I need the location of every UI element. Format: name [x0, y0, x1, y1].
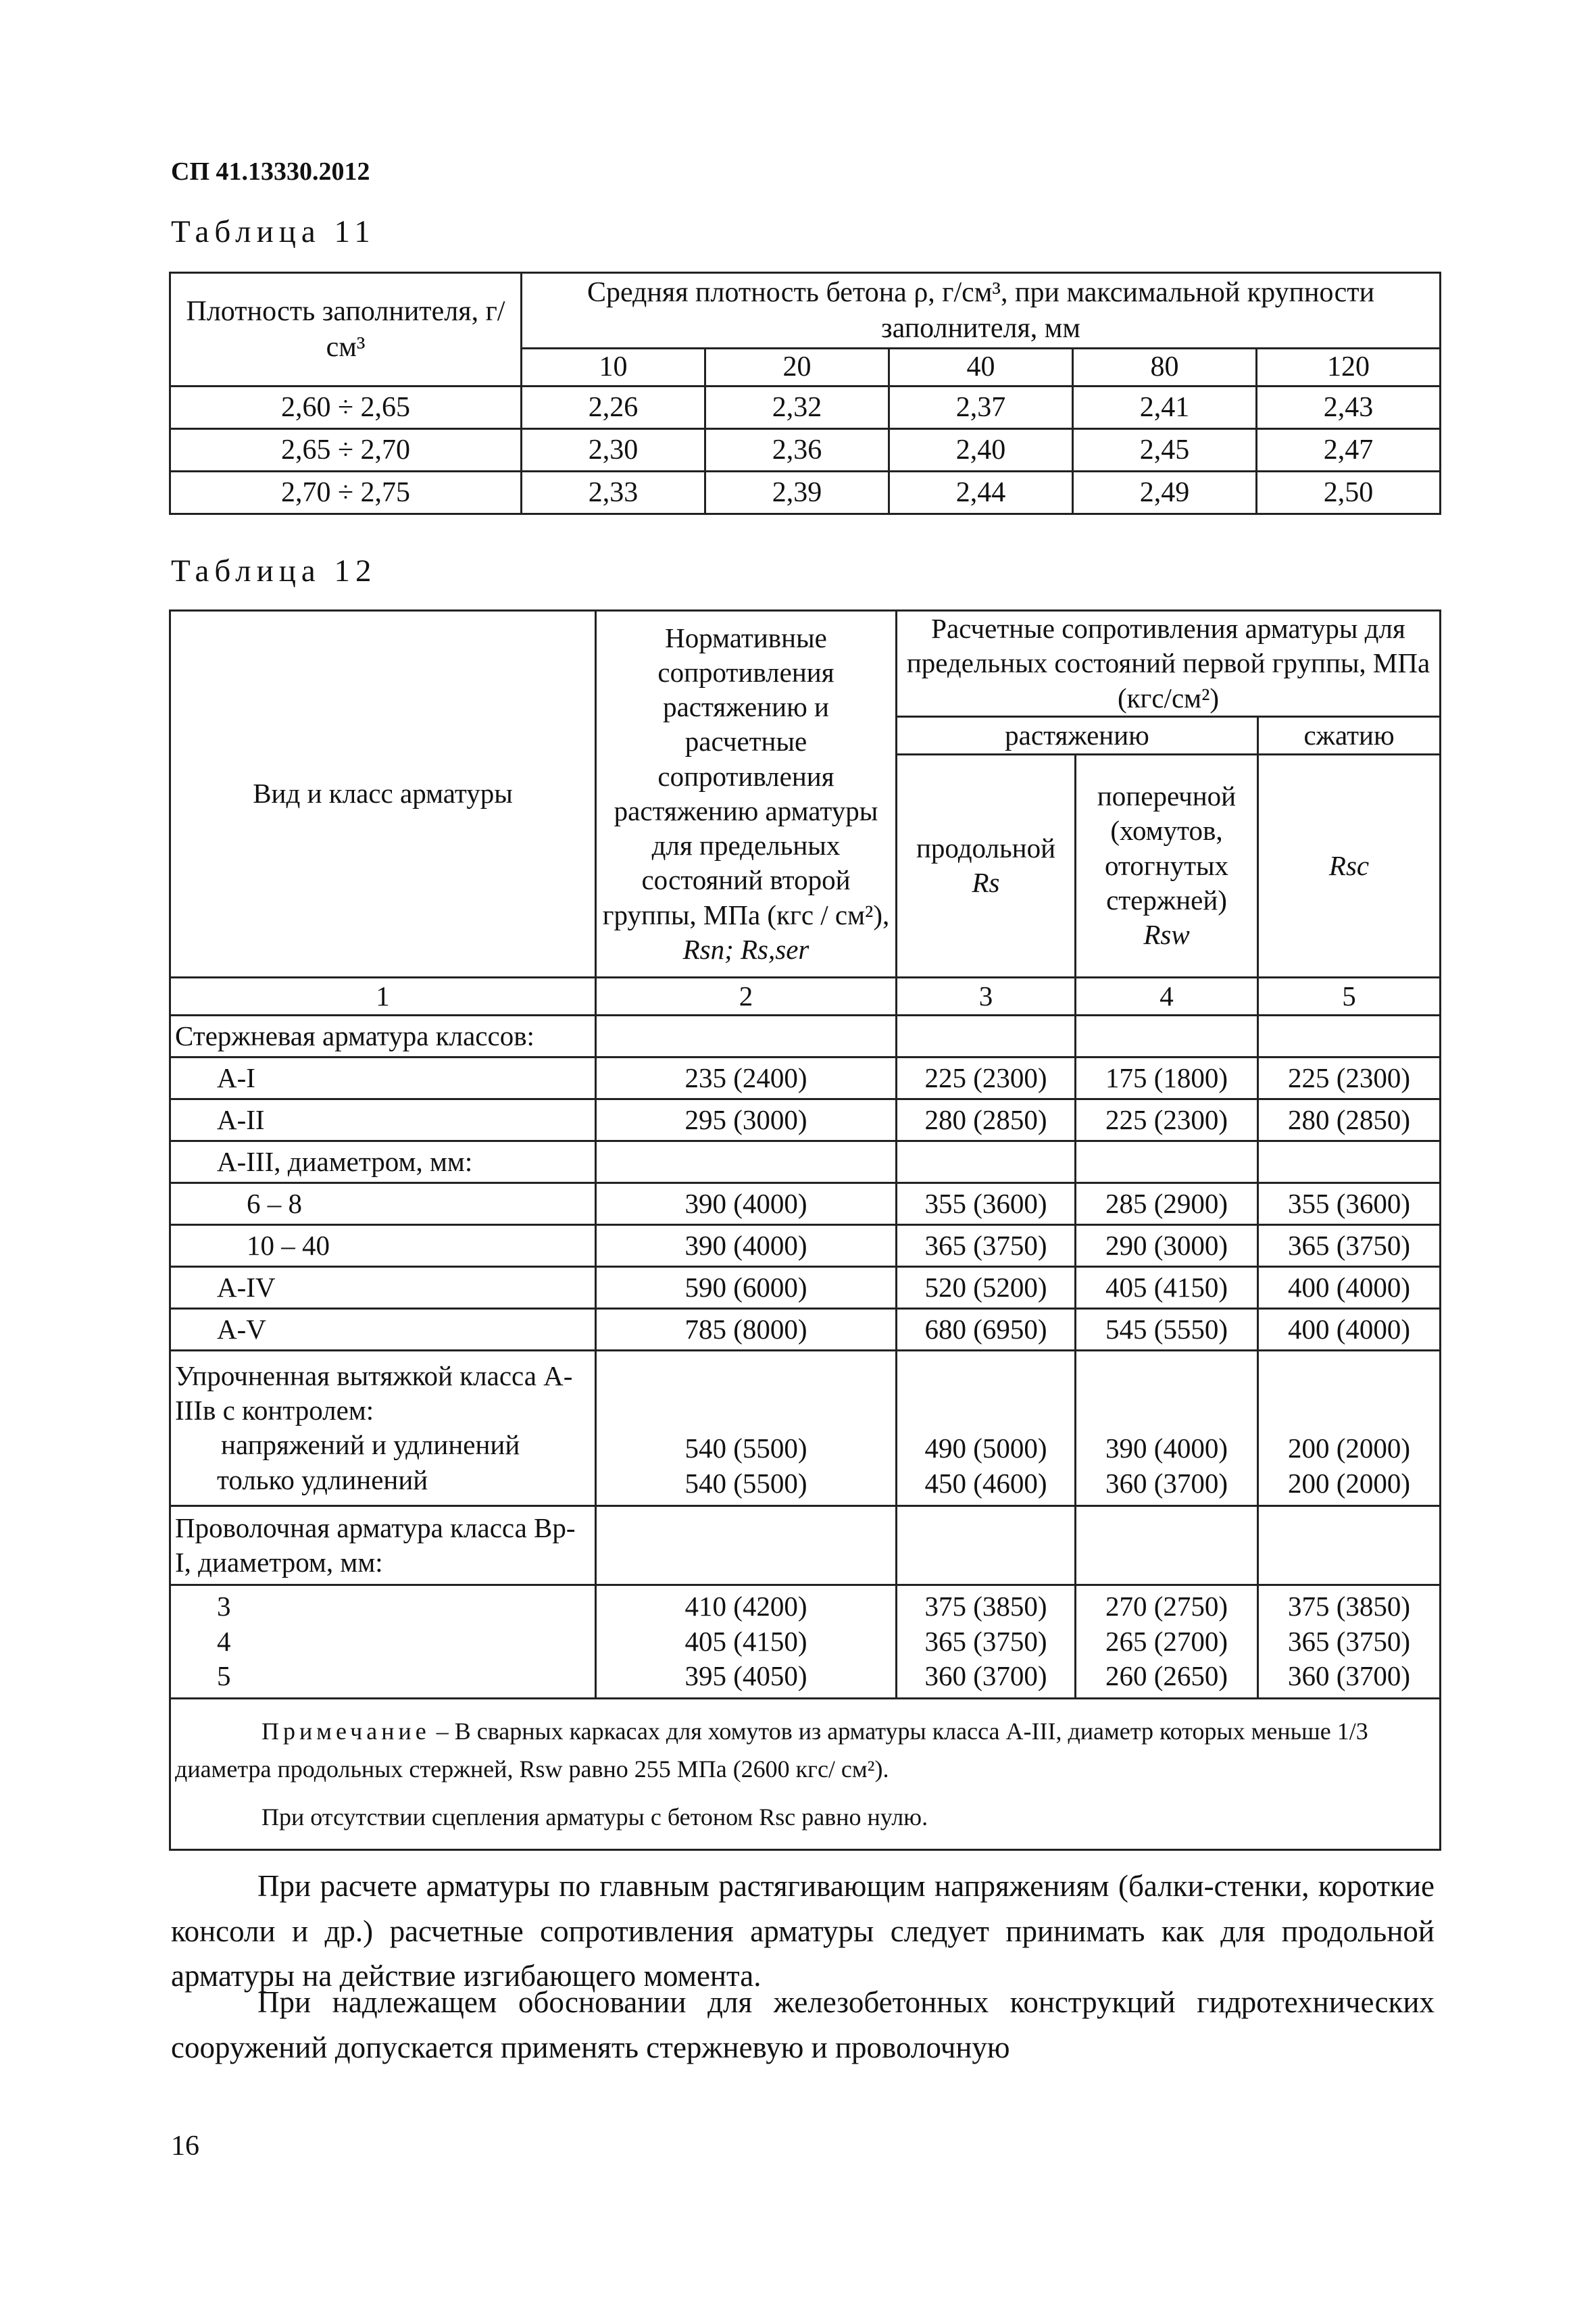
t12-cell: 360 (3700)	[1287, 1660, 1411, 1691]
t12-cell: 265 (2700)	[1105, 1625, 1228, 1657]
t12-cell: 360 (3700)	[1105, 1467, 1228, 1499]
t12-row-label: напряжений и удлинений	[221, 1429, 520, 1461]
t11-cell: 2,41	[1073, 387, 1257, 429]
t12-cell: 295 (3000)	[596, 1099, 897, 1141]
t12-row-label: 3	[217, 1591, 231, 1622]
table-row	[170, 1141, 1441, 1183]
t12-cell: 365 (3750)	[1258, 1224, 1441, 1266]
t12-cell: 280 (2850)	[1258, 1099, 1441, 1141]
table-row	[170, 1057, 1441, 1099]
t12-cell: 400 (4000)	[1258, 1266, 1441, 1308]
t12-cell-group	[596, 1350, 897, 1505]
table-row	[170, 1266, 1441, 1308]
t12-cell: 355 (3600)	[1258, 1183, 1441, 1224]
table-row	[170, 1183, 1441, 1224]
table-row	[170, 1308, 1441, 1350]
body-paragraph-1: При расчете арматуры по главным растягивающим напряжениям (балки-стенки, короткие консоли и др.) расчетные сопротивления арматуры следует принимать как для продольной арматуры на действие изгибающего момента.	[171, 1869, 1435, 1993]
t12-cell: 405 (4150)	[684, 1625, 807, 1657]
t11-head-concrete-density: Средняя плотность бетона ρ, г/см³, при максимальной крупности заполнителя, мм	[522, 273, 1441, 349]
t11-size-20: 20	[705, 349, 889, 387]
table-row	[170, 1585, 1441, 1698]
t12-head-design: Расчетные сопротивления арматуры для предельных состояний первой группы, МПа (кгс/см²)	[897, 611, 1441, 717]
table-row	[170, 1015, 1441, 1057]
t11-size-10: 10	[522, 349, 705, 387]
t11-cell: 2,39	[705, 472, 889, 514]
t12-cell: 450 (4600)	[924, 1467, 1047, 1499]
t12-row-label: 6 – 8	[170, 1183, 596, 1224]
t11-cell: 2,40	[889, 429, 1073, 472]
t12-cell: 200 (2000)	[1287, 1433, 1411, 1464]
t12-head-kind: Вид и класс арматуры	[170, 611, 596, 978]
t11-cell: 2,36	[705, 429, 889, 472]
t12-row-label: A-I	[170, 1057, 596, 1099]
t12-cell: 405 (4150)	[1076, 1266, 1258, 1308]
t12-cell: 270 (2750)	[1105, 1591, 1228, 1622]
t12-cell-group	[1258, 1585, 1441, 1698]
t12-section-title: Проволочная арматура класса Вр-I, диаметром, мм:	[170, 1505, 596, 1585]
t12-cell: 375 (3850)	[1287, 1591, 1411, 1622]
t12-head-tension: растяжению	[897, 716, 1258, 754]
t11-cell: 2,47	[1257, 429, 1441, 472]
t12-cell: 545 (5550)	[1076, 1308, 1258, 1350]
t11-cell: 2,33	[522, 472, 705, 514]
t12-cell: 175 (1800)	[1076, 1057, 1258, 1099]
t12-cell: 375 (3850)	[924, 1591, 1047, 1622]
t12-wire-labels	[170, 1585, 596, 1698]
t12-cell: 540 (5500)	[684, 1467, 807, 1499]
body-paragraph-2: При надлежащем обосновании для железобетонных конструкций гидротехнических сооружений допускается применять стержневую и проволочную	[171, 1985, 1435, 2064]
note-label: Примечание	[261, 1717, 430, 1745]
t11-size-120: 120	[1257, 349, 1441, 387]
t11-cell: 2,45	[1073, 429, 1257, 472]
table-row	[170, 429, 1441, 472]
table-row	[170, 1099, 1441, 1141]
t11-row-label: 2,65 ÷ 2,70	[170, 429, 522, 472]
t12-cell: 280 (2850)	[897, 1099, 1076, 1141]
t12-row-label: 4	[217, 1625, 231, 1657]
t12-cell: 785 (8000)	[596, 1308, 897, 1350]
t12-head-longitudinal-symbol: Rs	[972, 867, 1000, 899]
t12-cell: 365 (3750)	[1287, 1625, 1411, 1657]
t12-row-label: 10 – 40	[170, 1224, 596, 1266]
t12-cell: 225 (2300)	[1076, 1099, 1258, 1141]
t11-cell: 2,32	[705, 387, 889, 429]
t11-cell: 2,26	[522, 387, 705, 429]
t12-cell: 285 (2900)	[1076, 1183, 1258, 1224]
table-12-caption: Таблица 12	[171, 553, 377, 589]
t11-size-40: 40	[889, 349, 1073, 387]
t12-cell: 400 (4000)	[1258, 1308, 1441, 1350]
t12-cell-group	[1258, 1350, 1441, 1505]
t11-cell: 2,50	[1257, 472, 1441, 514]
t12-row-label: A-II	[170, 1099, 596, 1141]
table-row	[170, 1224, 1441, 1266]
t12-section-title: A-III, диаметром, мм:	[170, 1141, 596, 1183]
t11-cell: 2,37	[889, 387, 1073, 429]
table-row	[170, 1505, 1441, 1585]
t12-row-label: A-IV	[170, 1266, 596, 1308]
table-row	[170, 387, 1441, 429]
t12-cell: 390 (4000)	[596, 1183, 897, 1224]
t12-cell: 355 (3600)	[897, 1183, 1076, 1224]
t12-cell: 365 (3750)	[897, 1224, 1076, 1266]
t12-col-num: 1	[170, 977, 596, 1015]
t12-col-num: 3	[897, 977, 1076, 1015]
t11-cell: 2,49	[1073, 472, 1257, 514]
t12-col-num: 4	[1076, 977, 1258, 1015]
t12-cell: 490 (5000)	[924, 1433, 1047, 1464]
t12-cell: 235 (2400)	[596, 1057, 897, 1099]
note-text-2: При отсутствии сцепления арматуры с бетоном Rsc равно нулю.	[261, 1803, 928, 1831]
document-code: СП 41.13330.2012	[171, 157, 370, 186]
t12-cell: 395 (4050)	[684, 1660, 807, 1691]
t12-cell: 225 (2300)	[897, 1057, 1076, 1099]
t12-section-title: Стержневая арматура классов:	[170, 1015, 596, 1057]
t11-cell: 2,30	[522, 429, 705, 472]
t12-head-rsc: Rsc	[1258, 754, 1441, 977]
t12-section-title: Упрочненная вытяжкой класса А-IIIв с контролем:	[175, 1360, 573, 1426]
t12-row-label: 5	[217, 1660, 231, 1691]
table-11-caption: Таблица 11	[171, 214, 376, 249]
t11-row-label: 2,60 ÷ 2,65	[170, 387, 522, 429]
t12-cell: 390 (4000)	[596, 1224, 897, 1266]
t12-cell: 520 (5200)	[897, 1266, 1076, 1308]
t12-head-transverse-symbol: Rsw	[1143, 919, 1190, 951]
t12-cell-group	[1076, 1585, 1258, 1698]
t12-cell-group	[596, 1585, 897, 1698]
t12-col-num: 5	[1258, 977, 1441, 1015]
t12-cell: 260 (2650)	[1105, 1660, 1228, 1691]
t12-cell: 390 (4000)	[1105, 1433, 1228, 1464]
t12-head-longitudinal	[897, 754, 1076, 977]
t12-cell: 410 (4200)	[684, 1591, 807, 1622]
note-paragraph-1	[175, 1713, 1435, 1789]
t12-cell: 590 (6000)	[596, 1266, 897, 1308]
t12-cell: 365 (3750)	[924, 1625, 1047, 1657]
t12-head-compression: сжатию	[1258, 716, 1441, 754]
table-11	[169, 272, 1441, 515]
page-number: 16	[171, 2131, 199, 2162]
t12-head-longitudinal-text: продольной	[916, 832, 1056, 864]
t12-cell: 540 (5500)	[684, 1433, 807, 1464]
t12-cell-group	[1076, 1350, 1258, 1505]
t12-head-normative-symbol: Rsn; Rs,ser	[682, 933, 809, 965]
t12-cell-group	[897, 1585, 1076, 1698]
t12-stretch-group	[170, 1350, 596, 1505]
t12-head-transverse	[1076, 754, 1258, 977]
t12-col-num: 2	[596, 977, 897, 1015]
table-row	[170, 1350, 1441, 1505]
t12-cell: 290 (3000)	[1076, 1224, 1258, 1266]
t12-cell-group	[897, 1350, 1076, 1505]
note-text-1: – В сварных каркасах для хомутов из арматуры класса А-III, диаметр которых меньше 1/3 диаметра продольных стержней, Rsw равно 255 МПа (2600 кгс/ см²).	[175, 1717, 1368, 1783]
t11-cell: 2,44	[889, 472, 1073, 514]
table-note-row	[170, 1698, 1441, 1849]
t11-cell: 2,43	[1257, 387, 1441, 429]
t12-cell: 225 (2300)	[1258, 1057, 1441, 1099]
t11-size-80: 80	[1073, 349, 1257, 387]
t11-row-label: 2,70 ÷ 2,75	[170, 472, 522, 514]
t12-cell: 680 (6950)	[897, 1308, 1076, 1350]
t11-head-filler-density: Плотность заполнителя, г/см³	[170, 273, 522, 387]
t12-cell: 200 (2000)	[1287, 1467, 1411, 1499]
t12-head-normative-text: Нормативные сопротивления растяжению и расчетные сопротивления растяжению арматуры для предельных состояний второй группы, МПа (кгс / см²),	[602, 622, 890, 930]
t12-cell: 360 (3700)	[924, 1660, 1047, 1691]
t12-row-label: A-V	[170, 1308, 596, 1350]
table-row	[170, 472, 1441, 514]
t12-head-normative	[596, 611, 897, 978]
table-12	[169, 609, 1441, 1851]
table-note	[170, 1698, 1441, 1849]
t12-head-transverse-text: поперечной (хомутов, отогнутых стержней)	[1097, 780, 1237, 916]
t12-row-label: только удлинений	[217, 1464, 428, 1495]
